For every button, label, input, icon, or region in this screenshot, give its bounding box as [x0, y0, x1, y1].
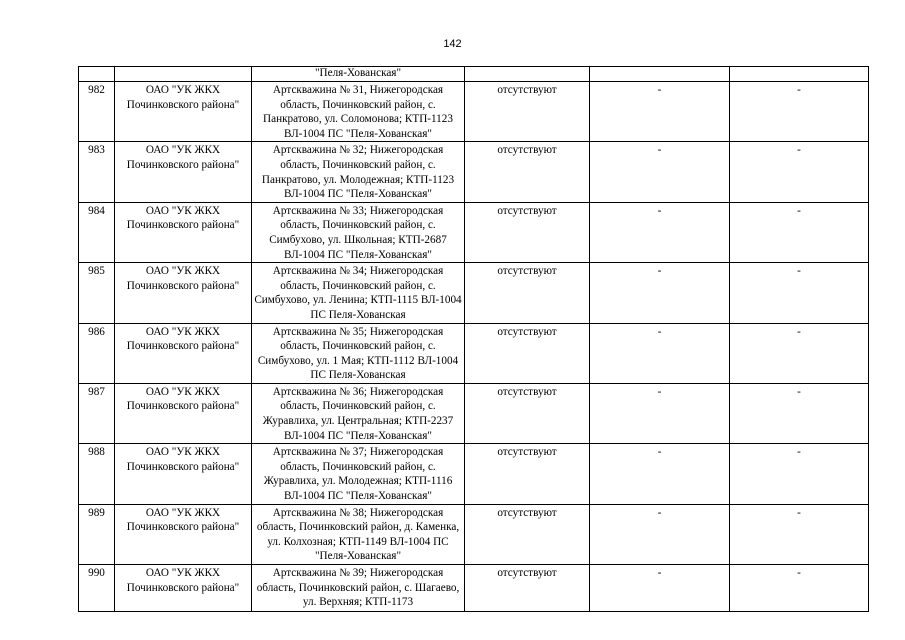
- cell-owner: ОАО "УК ЖКХ Починковского района": [115, 263, 252, 323]
- table-row: [79, 504, 869, 564]
- cell-address: Артскважина № 39; Нижегородская область, Починковский район, с. Шагаево, ул. Верхняя; КТП-1173: [252, 565, 465, 612]
- cell-col6: [730, 67, 869, 82]
- cell-status: отсутствуют: [465, 565, 590, 612]
- cell-num: 988: [79, 444, 115, 504]
- cell-col5: -: [590, 263, 730, 323]
- cell-address: Артскважина № 33; Нижегородская область, Починковский район, с. Симбухово, ул. Школьная; КТП-2687 ВЛ-1004 ПС "Пеля-Хованская": [252, 202, 465, 262]
- cell-status: [465, 67, 590, 82]
- cell-col5: -: [590, 323, 730, 383]
- cell-status: отсутствуют: [465, 504, 590, 564]
- cell-col6: -: [730, 142, 869, 202]
- cell-owner: ОАО "УК ЖКХ Починковского района": [115, 565, 252, 612]
- cell-num: 990: [79, 565, 115, 612]
- cell-num: 985: [79, 263, 115, 323]
- table-row: [79, 263, 869, 323]
- cell-col5: -: [590, 142, 730, 202]
- cell-num: 986: [79, 323, 115, 383]
- table-row: [79, 142, 869, 202]
- cell-owner: [115, 67, 252, 82]
- cell-col6: -: [730, 263, 869, 323]
- cell-owner: ОАО "УК ЖКХ Починковского района": [115, 202, 252, 262]
- table-row: [79, 565, 869, 612]
- page-number: 142: [443, 38, 462, 50]
- cell-col6: -: [730, 323, 869, 383]
- cell-address: Артскважина № 38; Нижегородская область, Починковский район, д. Каменка, ул. Колхозная; КТП-1149 ВЛ-1004 ПС "Пеля-Хованская": [252, 504, 465, 564]
- cell-owner: ОАО "УК ЖКХ Починковского района": [115, 323, 252, 383]
- cell-num: 983: [79, 142, 115, 202]
- cell-col6: -: [730, 444, 869, 504]
- cell-col6: -: [730, 82, 869, 142]
- cell-col6: -: [730, 504, 869, 564]
- cell-status: отсутствуют: [465, 263, 590, 323]
- cell-address: Артскважина № 36; Нижегородская область, Починковский район, с. Журавлиха, ул. Центральная; КТП-2237 ВЛ-1004 ПС "Пеля-Хованская": [252, 383, 465, 443]
- cell-col5: -: [590, 82, 730, 142]
- continuation-row: [79, 67, 869, 82]
- cell-col5: -: [590, 202, 730, 262]
- cell-owner: ОАО "УК ЖКХ Починковского района": [115, 142, 252, 202]
- cell-address: "Пеля-Хованская": [252, 67, 465, 82]
- cell-status: отсутствуют: [465, 383, 590, 443]
- table-row: [79, 444, 869, 504]
- cell-col6: -: [730, 202, 869, 262]
- cell-owner: ОАО "УК ЖКХ Починковского района": [115, 383, 252, 443]
- cell-address: Артскважина № 34; Нижегородская область, Починковский район, с. Симбухово, ул. Ленина; КТП-1115 ВЛ-1004 ПС Пеля-Хованская: [252, 263, 465, 323]
- cell-address: Артскважина № 32; Нижегородская область, Починковский район, с. Панкратово, ул. Молодежная; КТП-1123 ВЛ-1004 ПС "Пеля-Хованская": [252, 142, 465, 202]
- table-row: [79, 202, 869, 262]
- cell-num: 982: [79, 82, 115, 142]
- cell-col5: -: [590, 565, 730, 612]
- cell-owner: ОАО "УК ЖКХ Починковского района": [115, 82, 252, 142]
- table-row: [79, 323, 869, 383]
- cell-col5: -: [590, 444, 730, 504]
- cell-col6: -: [730, 565, 869, 612]
- cell-status: отсутствуют: [465, 82, 590, 142]
- table-row: [79, 383, 869, 443]
- cell-status: отсутствуют: [465, 444, 590, 504]
- cell-num: 984: [79, 202, 115, 262]
- cell-address: Артскважина № 31, Нижегородская область, Починковский район, с. Панкратово, ул. Соломонова; КТП-1123 ВЛ-1004 ПС "Пеля-Хованская": [252, 82, 465, 142]
- table-row: [79, 82, 869, 142]
- cell-num: 989: [79, 504, 115, 564]
- cell-address: Артскважина № 37; Нижегородская область, Починковский район, с. Журавлиха, ул. Молодежная; КТП-1116 ВЛ-1004 ПС "Пеля-Хованская": [252, 444, 465, 504]
- cell-status: отсутствуют: [465, 323, 590, 383]
- cell-num: [79, 67, 115, 82]
- cell-col6: -: [730, 383, 869, 443]
- cell-col5: -: [590, 383, 730, 443]
- cell-status: отсутствуют: [465, 202, 590, 262]
- cell-address: Артскважина № 35; Нижегородская область, Починковский район, с. Симбухово, ул. 1 Мая; КТП-1112 ВЛ-1004 ПС Пеля-Хованская: [252, 323, 465, 383]
- cell-num: 987: [79, 383, 115, 443]
- cell-status: отсутствуют: [465, 142, 590, 202]
- cell-owner: ОАО "УК ЖКХ Починковского района": [115, 444, 252, 504]
- cell-col5: -: [590, 504, 730, 564]
- registry-table: [78, 66, 869, 612]
- cell-col5: [590, 67, 730, 82]
- cell-owner: ОАО "УК ЖКХ Починковского района": [115, 504, 252, 564]
